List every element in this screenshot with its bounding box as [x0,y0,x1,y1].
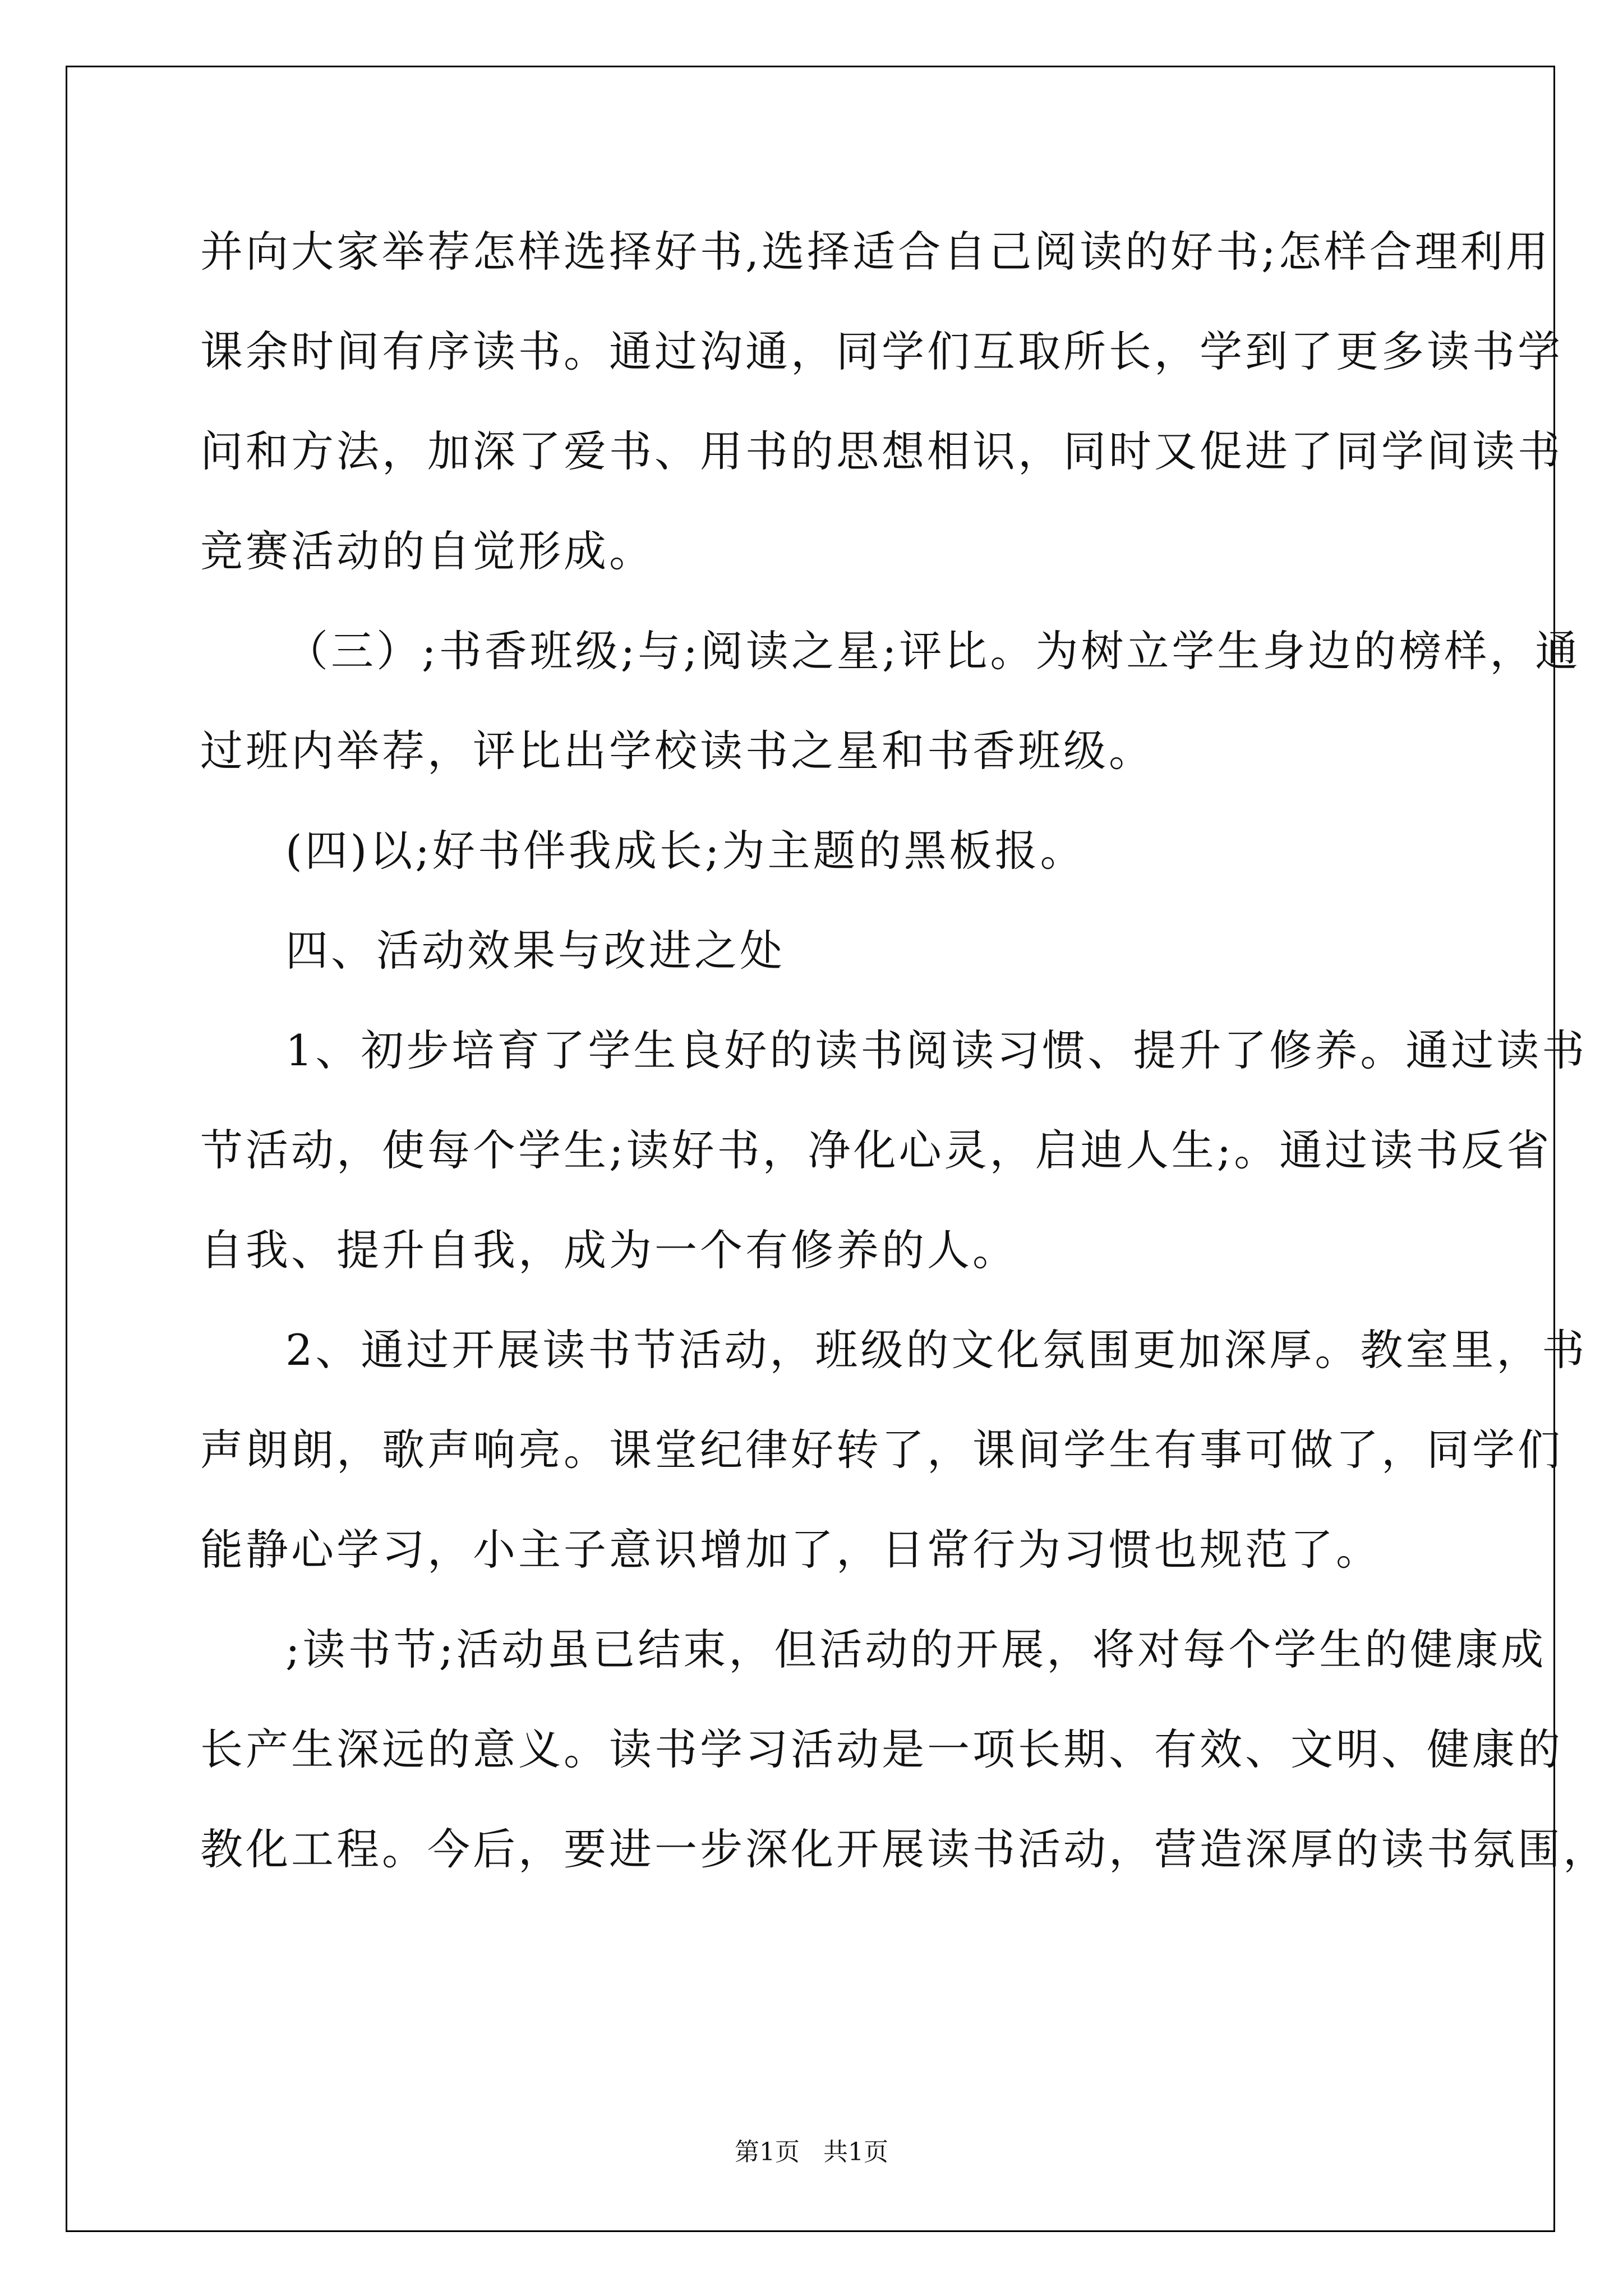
section-heading: 四、活动效果与改进之处 [285,926,785,976]
text-line-15: ;读书节;活动虽已结束，但活动的开展，将对每个学生的健康成 [285,1625,1547,1674]
document-body [200,202,1608,1899]
text-line-14: 能静心学习，小主子意识增加了，日常行为习惯也规范了。 [200,1525,1381,1575]
text-line-7: (四)以;好书伴我成长;为主题的黑板报。 [285,826,1086,876]
text-line-12: 2、通过开展读书节活动，班级的文化氛围更加深厚。教室里，书 [285,1325,1588,1375]
text-line-4: 竞赛活动的自觉形成。 [200,526,654,576]
text-line-10: 节活动，使每个学生;读好书，净化心灵，启迪人生;。通过读书反省 [200,1125,1552,1175]
text-line-2: 课余时间有序读书。通过沟通，同学们互取所长，学到了更多读书学 [200,326,1563,376]
text-line-9: 1、初步培育了学生良好的读书阅读习惯、提升了修养。通过读书 [285,1025,1588,1075]
text-line-13: 声朗朗，歌声响亮。课堂纪律好转了，课间学生有事可做了，同学们 [200,1425,1563,1475]
text-line-17: 教化工程。今后，要进一步深化开展读书活动，营造深厚的读书氛围， [200,1824,1608,1874]
page-footer: 第1页 共1页 [735,2138,888,2166]
text-line-3: 问和方法，加深了爱书、用书的思想相识，同时又促进了同学间读书 [200,426,1563,476]
text-line-6: 过班内举荐，评比出学校读书之星和书香班级。 [200,726,1154,776]
text-line-5: （三）;书香班级;与;阅读之星;评比。为树立学生身边的榜样，通 [285,626,1581,676]
text-line-11: 自我、提升自我，成为一个有修养的人。 [200,1225,1018,1275]
text-line-16: 长产生深远的意义。读书学习活动是一项长期、有效、文明、健康的 [200,1724,1563,1774]
text-line-1: 并向大家举荐怎样选择好书,选择适合自己阅读的好书;怎样合理利用 [200,227,1551,277]
